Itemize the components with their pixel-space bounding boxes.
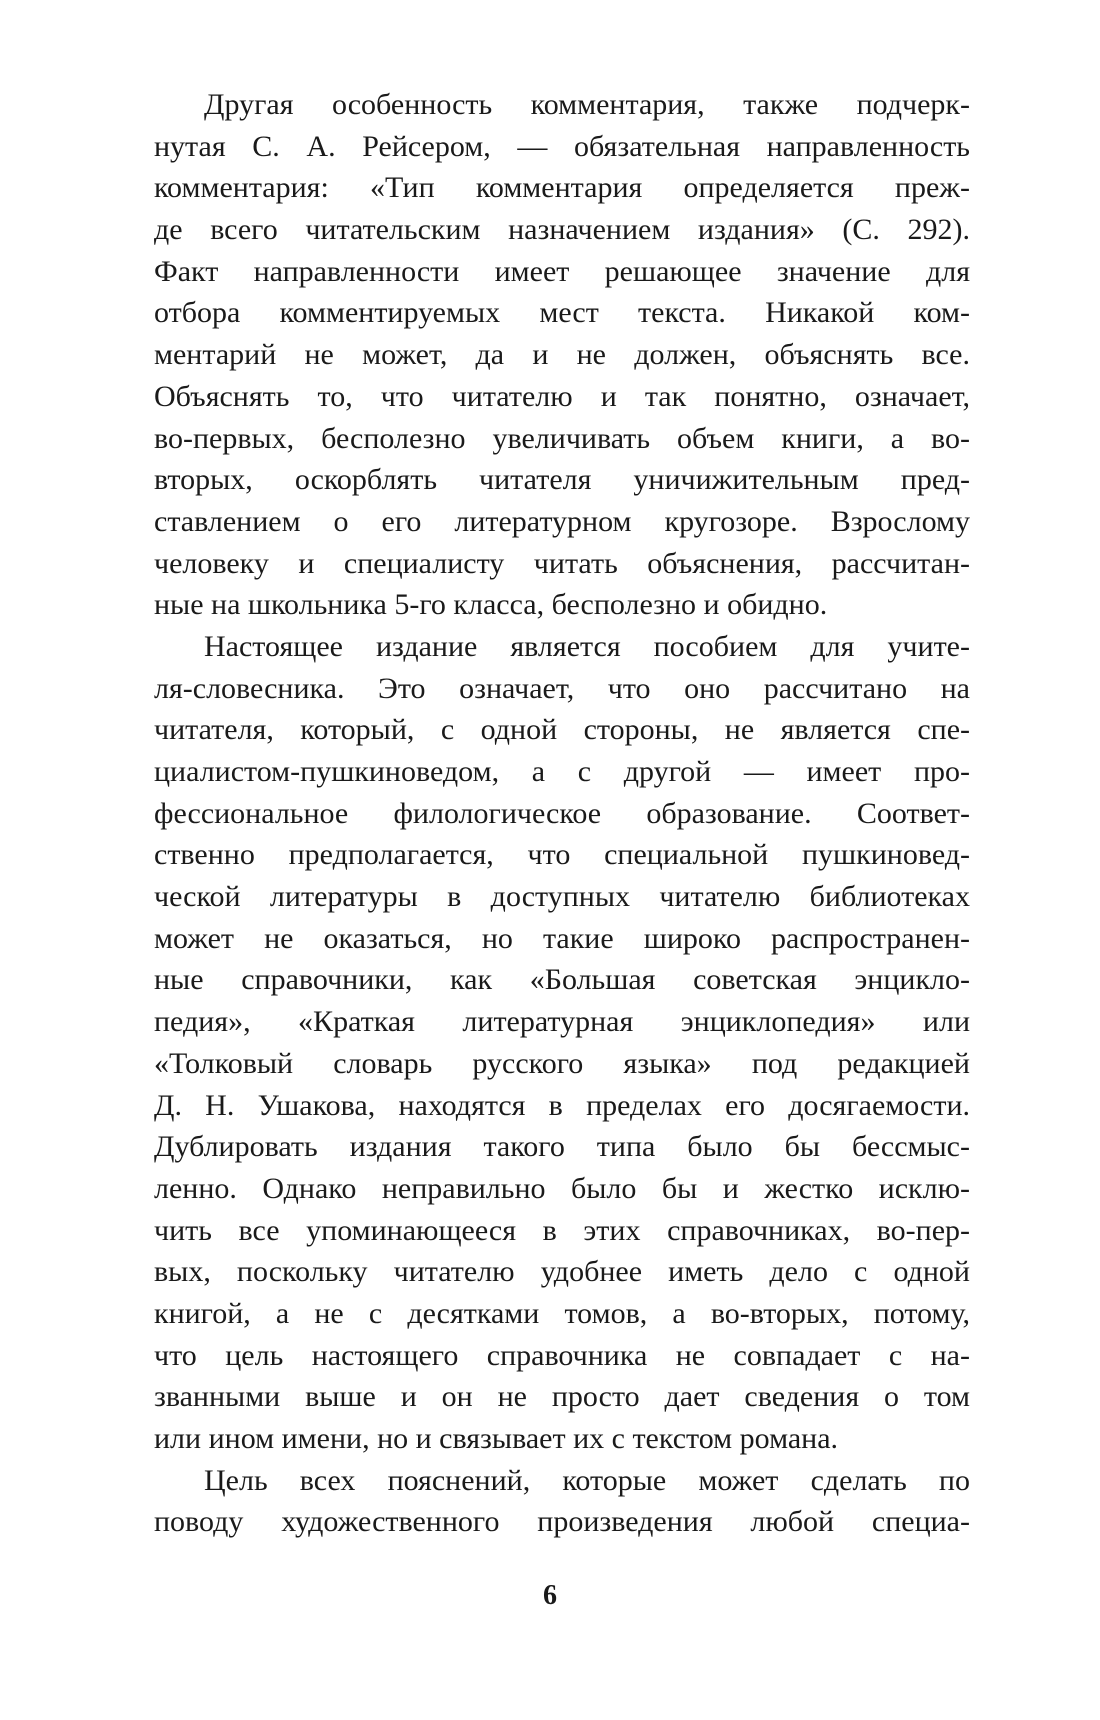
text-line: циалистом-пушкиноведом, а с другой — имеет про- [154, 755, 970, 788]
text-line: Дублировать издания такого типа было бы бессмыс- [154, 1130, 970, 1164]
text-line: книгой, а не с десятками томов, а во-вторых, потому, [154, 1296, 970, 1330]
text-line: де всего читательским назначением издания» (С. 292). [154, 213, 970, 247]
text-line: ленно. Однако неправильно было бы и жестко исклю- [154, 1171, 970, 1205]
text-line: или ином имени, но и связывает их с текстом романа. [154, 1422, 839, 1455]
text-line: Другая особенность комментария, также подчерк- [204, 88, 970, 121]
text-line: педия», «Краткая литературная энциклопедия» или [154, 1005, 970, 1039]
page-body [154, 84, 970, 1543]
paragraph [154, 1460, 970, 1543]
page-number: 6 [543, 1580, 557, 1611]
text-line: «Толковый словарь русского языка» под редакцией [154, 1046, 970, 1080]
text-line: поводу художественного произведения любой специа- [154, 1505, 970, 1539]
text-line: комментария: «Тип комментария определяется преж- [154, 171, 970, 205]
text-line: отбора комментируемых мест текста. Никакой ком- [154, 296, 970, 330]
text-line: человеку и специалисту читать объяснения, рассчитан- [154, 546, 970, 580]
text-line: Объяснять то, что читателю и так понятно, означает, [154, 379, 970, 413]
text-line: ственно предполагается, что специальной пушкиновед- [154, 838, 970, 872]
text-line: званными выше и он не просто дает сведения о том [154, 1380, 970, 1414]
text-line: ля-словесника. Это означает, что оно рассчитано на [154, 671, 970, 705]
text-line: во-первых, бесполезно увеличивать объем книги, а во- [154, 421, 970, 455]
text-line: ные на школьника 5-го класса, бесполезно и обидно. [154, 588, 828, 622]
text-line: Д. Н. Ушакова, находятся в пределах его досягаемости. [154, 1088, 970, 1122]
text-line: ментарий не может, да и не должен, объяснять все. [154, 338, 970, 372]
text-line: ные справочники, как «Большая советская энцикло- [154, 963, 970, 997]
text-line: Цель всех пояснений, которые может сделать по [204, 1463, 970, 1497]
text-line: что цель настоящего справочника не совпадает с на- [154, 1338, 970, 1372]
text-line: фессиональное филологическое образование. Соответ- [154, 796, 970, 830]
text-line: вых, поскольку читателю удобнее иметь дело с одной [154, 1255, 970, 1289]
text-line: Настоящее издание является пособием для учите- [204, 629, 970, 663]
text-line: читателя, который, с одной стороны, не является спе- [154, 713, 970, 747]
paragraph [154, 84, 970, 626]
text-line: ставлением о его литературном кругозоре. Взрослому [154, 504, 970, 538]
text-line: вторых, оскорблять читателя уничижительным пред- [154, 463, 970, 497]
text-line: нутая С. А. Рейсером, — обязательная направленность [154, 129, 970, 163]
text-line: Факт направленности имеет решающее значение для [154, 254, 970, 288]
paragraph [154, 626, 970, 1460]
text-line: ческой литературы в доступных читателю библиотеках [154, 880, 970, 914]
text-line: чить все упоминающееся в этих справочниках, во-пер- [154, 1213, 970, 1247]
text-line: может не оказаться, но такие широко распространен- [154, 921, 970, 955]
